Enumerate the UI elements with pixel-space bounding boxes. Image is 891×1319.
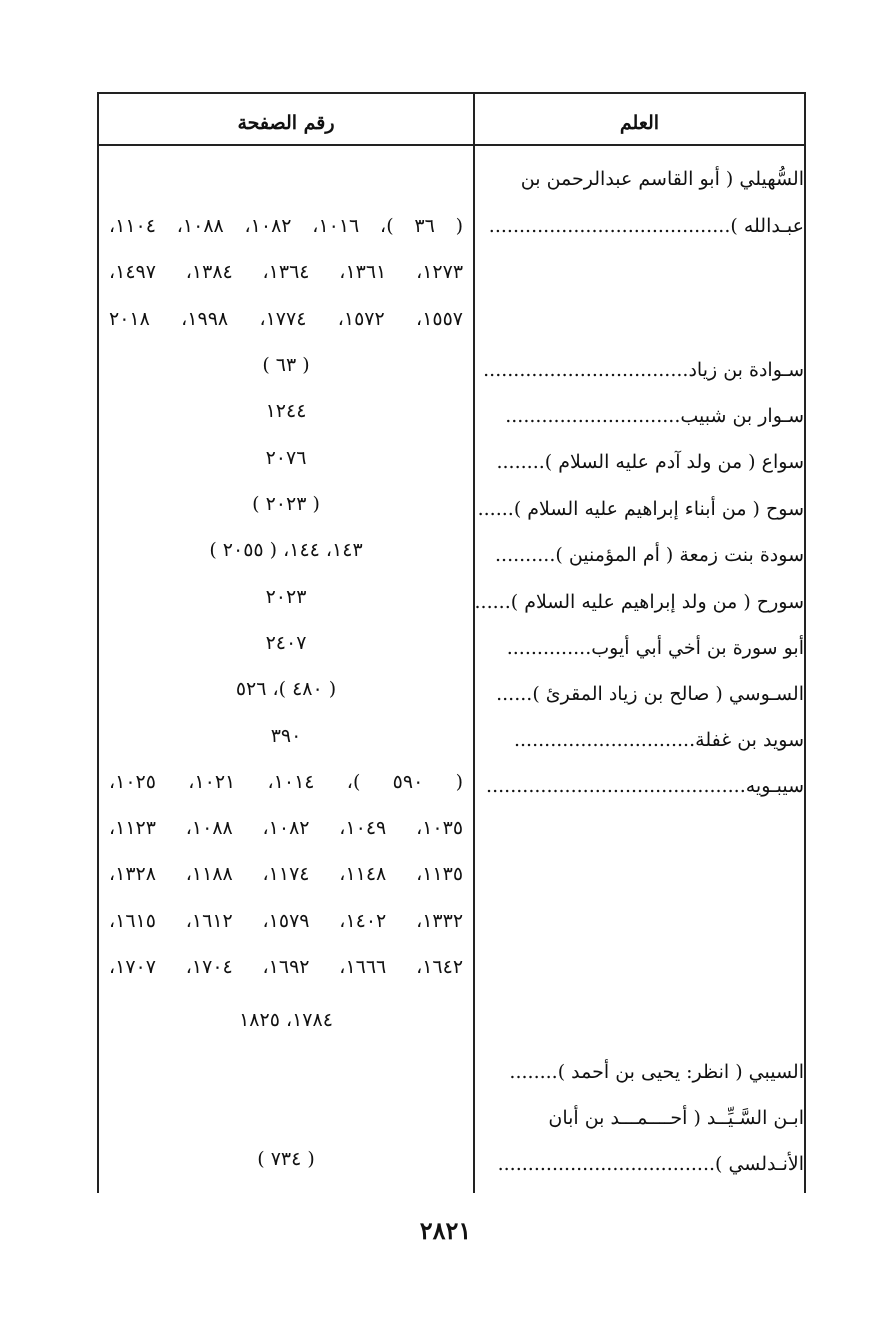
column-divider: [473, 94, 475, 1193]
name-entry: سـوادة بن زياد..................................: [483, 359, 804, 381]
name-entry: ابـن السَّـيِّــد ( أحــــمـــد بن أبان: [548, 1107, 804, 1129]
name-entry: سويد بن غفلة..............................: [513, 729, 804, 751]
page-refs: ( ٣٦ )، ١٠١٦، ١٠٨٢، ١٠٨٨، ١١٠٤،: [109, 215, 464, 237]
page-refs: ( ٢٠٢٣ ): [252, 493, 320, 515]
page-refs: ١٢٤٤: [265, 400, 307, 422]
page-refs: ٢٠٢٣: [265, 586, 307, 608]
page-refs: ( ٥٩٠ )، ١٠١٤، ١٠٢١، ١٠٢٥،: [109, 771, 463, 793]
table-border-right: [804, 94, 806, 1193]
page-refs: ( ٦٣ ): [262, 354, 310, 376]
page-refs: ١٦٤٢، ١٦٦٦، ١٦٩٢، ١٧٠٤، ١٧٠٧،: [109, 956, 464, 978]
name-entry: سـوار بن شبيب.............................: [505, 405, 804, 427]
page-refs: ١٣٣٢، ١٤٠٢، ١٥٧٩، ١٦١٢، ١٦١٥،: [109, 910, 464, 932]
name-entry: السيبي ( انظر: يحيى بن أحمد )........: [509, 1061, 804, 1083]
page-refs: ١٠٣٥، ١٠٤٩، ١٠٨٢، ١٠٨٨، ١١٢٣،: [109, 817, 464, 839]
page-refs: ٢٤٠٧: [265, 632, 307, 654]
name-entry: السُّهيلي ( أبو القاسم عبدالرحمن بن: [520, 168, 804, 190]
name-entry: عبـدالله )........................................: [488, 215, 804, 237]
page-refs: ١٥٥٧، ١٥٧٢، ١٧٧٤، ١٩٩٨، ٢٠١٨: [109, 308, 464, 330]
name-entry: سودة بنت زمعة ( أم المؤمنين )..........: [494, 544, 804, 566]
header-page-number: رقم الصفحة: [237, 112, 335, 134]
page-number: ٢٨٢١: [419, 1216, 472, 1245]
name-entry: سواع ( من ولد آدم عليه السلام )........: [496, 451, 804, 473]
header-name: العلم: [619, 112, 660, 134]
table-header: [97, 94, 806, 146]
page-refs: ١٢٧٣، ١٣٦١، ١٣٦٤، ١٣٨٤، ١٤٩٧،: [109, 261, 464, 283]
page-refs: ( ٧٣٤ ): [257, 1148, 315, 1170]
name-entry: سيبـويه...........................................: [486, 775, 804, 797]
name-entry: أبو سورة بن أخي أبي أيوب..............: [506, 637, 804, 659]
page-refs: ٢٠٧٦: [265, 447, 307, 469]
name-entry: سوح ( من أبناء إبراهيم عليه السلام )......: [477, 498, 804, 520]
name-entry: الأنـدلسي )....................................: [497, 1153, 804, 1175]
page-refs: ١٤٣، ١٤٤، ( ٢٠٥٥ ): [209, 539, 363, 561]
page-refs: ١٧٨٤، ١٨٢٥: [239, 1009, 333, 1031]
page-refs: ١١٣٥، ١١٤٨، ١١٧٤، ١١٨٨، ١٣٢٨،: [109, 863, 464, 885]
page-refs: ( ٤٨٠ )، ٥٢٦: [235, 678, 337, 700]
name-entry: سورح ( من ولد إبراهيم عليه السلام )......: [474, 591, 804, 613]
page-refs: ٣٩٠: [270, 725, 302, 747]
name-entry: السـوسي ( صالح بن زياد المقرئ )......: [496, 683, 804, 705]
